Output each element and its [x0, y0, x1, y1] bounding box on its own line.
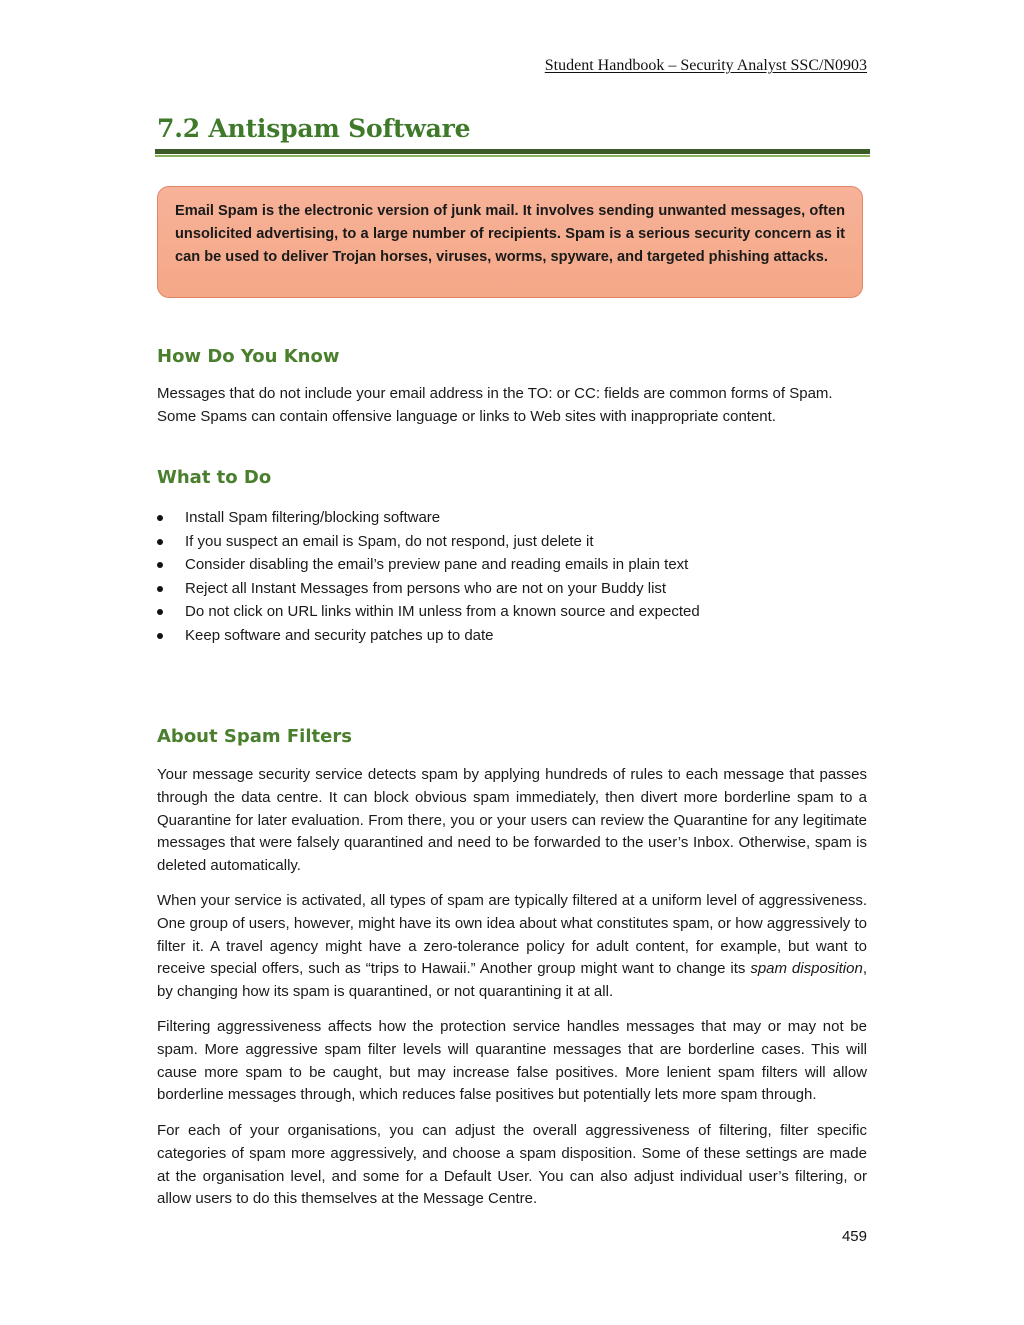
- section-title: 7.2 Antispam Software: [157, 114, 471, 143]
- list-item: [157, 530, 857, 554]
- list-item: [157, 506, 857, 530]
- list-item: [157, 624, 857, 648]
- list-item: [157, 553, 857, 577]
- running-header: Student Handbook – Security Analyst SSC/N0903: [544, 57, 867, 74]
- list-item: [157, 577, 857, 601]
- list-item-text: Do not click on URL links within IM unless from a known source and expected: [185, 603, 700, 621]
- list-item-text: Consider disabling the email’s preview pane and reading emails in plain text: [185, 556, 689, 574]
- bullet-icon: [157, 586, 163, 592]
- paragraph-text: , by changing how its spam is quarantined, or not quarantining it at all.: [157, 960, 867, 1001]
- bullet-icon: [157, 633, 163, 639]
- list-item-text: Reject all Instant Messages from persons who are not on your Buddy list: [185, 579, 667, 597]
- callout-text: Email Spam is the electronic version of junk mail. It involves sending unwanted messages, often unsolicited advertising, to a large number of recipients. Spam is a serious security concern as it can be used to deliver Trojan horses, viruses, worms, spyware, and targeted phishing attacks.: [175, 203, 845, 265]
- definition-callout: [157, 186, 863, 298]
- heading-what-to-do: What to Do: [157, 467, 272, 488]
- how-do-you-know-paragraph: Messages that do not include your email address in the TO: or CC: fields are common forms of Spam. Some Spams can contain offensive language or links to Web sites with inappropriate content.: [157, 385, 833, 425]
- spam-filters-paragraph-1: Your message security service detects spam by applying hundreds of rules to each message that passes through the data centre. It can block obvious spam immediately, then divert more borderline spam to a Quarantine for later evaluation. From there, you or your users can review the Quarantine for any legitimate messages that were falsely quarantined and need to be forwarded to the user’s Inbox. Otherwise, spam is deleted automatically.: [157, 766, 867, 875]
- bullet-icon: [157, 609, 163, 615]
- heading-how-do-you-know: How Do You Know: [157, 346, 340, 367]
- bullet-icon: [157, 562, 163, 568]
- bullet-icon: [157, 515, 163, 521]
- list-item-text: Keep software and security patches up to date: [185, 626, 494, 644]
- what-to-do-list: [157, 506, 857, 648]
- spam-filters-paragraph-2: [157, 890, 867, 1004]
- title-rule: [155, 149, 870, 154]
- spam-filters-paragraph-3: Filtering aggressiveness affects how the protection service handles messages that may or may not be spam. More aggressive spam filter levels will quarantine messages that are borderline cases. This will cause more spam to be caught, but may increase false positives. More lenient spam filters will allow borderline messages through, which reduces false positives but potentially lets more spam through.: [157, 1018, 867, 1104]
- list-item-text: Install Spam filtering/blocking software: [185, 509, 441, 526]
- emphasis-term: spam disposition: [750, 960, 863, 978]
- list-item: [157, 600, 857, 624]
- title-rule-accent: [155, 155, 870, 157]
- spam-filters-paragraph-4: For each of your organisations, you can adjust the overall aggressiveness of filtering, filter specific categories of spam more aggressively, and choose a spam disposition. Some of these settings are made at the organisation level, and some for a Default User. You can also adjust individual user’s filtering, or allow users to do this themselves at the Message Centre.: [157, 1122, 867, 1208]
- paragraph-text: When your service is activated, all types of spam are typically filtered at a uniform level of aggressiveness. One group of users, however, might have its own idea about what constitutes spam, or how aggressively to filter it. A travel agency might have a zero-tolerance policy for adult content, for example, but want to receive special offers, such as “trips to Hawaii.” Another group might want to change its: [157, 892, 867, 978]
- bullet-icon: [157, 539, 163, 545]
- page-number: 459: [841, 1228, 867, 1245]
- heading-about-spam-filters: About Spam Filters: [157, 726, 352, 747]
- list-item-text: If you suspect an email is Spam, do not respond, just delete it: [185, 532, 594, 550]
